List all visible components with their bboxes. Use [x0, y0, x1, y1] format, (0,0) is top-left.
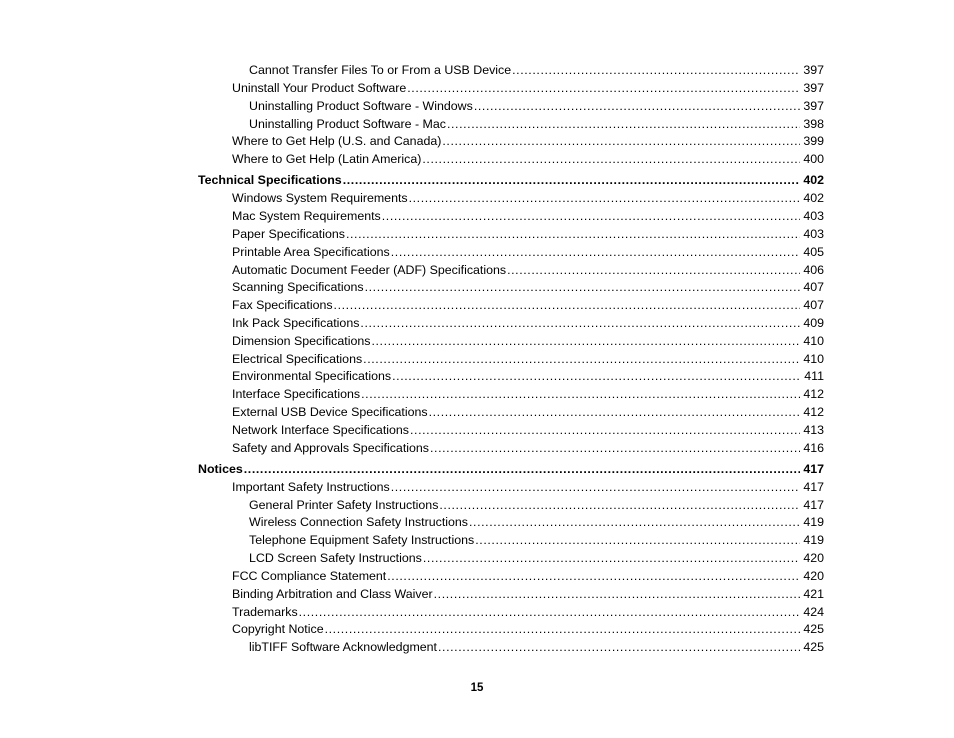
dot-leader: [382, 208, 801, 224]
dot-leader: [423, 550, 800, 566]
toc-entry-title: Mac System Requirements: [232, 209, 381, 223]
toc-entry-page: 407: [803, 298, 824, 312]
dot-leader: [407, 80, 800, 96]
toc-entry-title: Dimension Specifications: [232, 334, 371, 348]
toc-entry-title: Environmental Specifications: [232, 369, 392, 383]
dot-leader: [422, 151, 800, 167]
toc-entry[interactable]: [232, 297, 824, 313]
toc-entry[interactable]: [249, 497, 824, 513]
toc-entry-title: Uninstalling Product Software - Mac: [249, 117, 446, 131]
dot-leader: [469, 514, 800, 530]
dot-leader: [343, 172, 801, 188]
toc-entry-page: 397: [803, 63, 824, 77]
toc-entry-page: 402: [803, 173, 824, 187]
toc-entry-title: Cannot Transfer Files To or From a USB Device: [249, 63, 512, 77]
toc-entry-page: 411: [804, 369, 824, 383]
toc-entry-page: 397: [803, 81, 824, 95]
toc-entry[interactable]: [232, 404, 824, 420]
toc-entry-title: Where to Get Help (Latin America): [232, 152, 422, 166]
toc-entry[interactable]: [232, 208, 824, 224]
toc-entry-title: LCD Screen Safety Instructions: [249, 551, 422, 565]
toc-entry[interactable]: [232, 315, 824, 331]
dot-leader: [434, 586, 801, 602]
toc-entry-title: Important Safety Instructions: [232, 480, 390, 494]
toc-entry[interactable]: [232, 351, 824, 367]
toc-entry[interactable]: [249, 514, 824, 530]
toc-entry-title: External USB Device Specifications: [232, 405, 428, 419]
toc-entry-title: Copyright Notice: [232, 622, 324, 636]
toc-entry-title: Interface Specifications: [232, 387, 361, 401]
toc-entry[interactable]: [232, 226, 824, 242]
toc-entry[interactable]: [232, 568, 824, 584]
toc-entry-page: 406: [803, 263, 824, 277]
toc-entry[interactable]: [232, 386, 824, 402]
toc-entry-title: General Printer Safety Instructions: [249, 498, 439, 512]
dot-leader: [442, 133, 800, 149]
toc-entry[interactable]: [249, 98, 824, 114]
toc-entry-page: 397: [803, 99, 824, 113]
toc-entry-title: Trademarks: [232, 605, 298, 619]
toc-entry-page: 400: [803, 152, 824, 166]
toc-entry-page: 417: [803, 480, 824, 494]
toc-entry[interactable]: [232, 80, 824, 96]
dot-leader: [299, 604, 801, 620]
dot-leader: [438, 639, 800, 655]
toc-entry-title: FCC Compliance Statement: [232, 569, 387, 583]
toc-entry-title: Uninstalling Product Software - Windows: [249, 99, 473, 113]
dot-leader: [429, 404, 801, 420]
toc-entry-title: Network Interface Specifications: [232, 423, 409, 437]
toc-entry-page: 398: [803, 117, 824, 131]
toc-entry-page: 403: [803, 227, 824, 241]
toc-entry[interactable]: [232, 440, 824, 456]
toc-entry-title: Binding Arbitration and Class Waiver: [232, 587, 433, 601]
toc-entry-title: Automatic Document Feeder (ADF) Specifications: [232, 263, 507, 277]
toc-chapter-entry[interactable]: [198, 172, 824, 188]
dot-leader: [387, 568, 800, 584]
dot-leader: [391, 479, 801, 495]
toc-entry-page: 409: [803, 316, 824, 330]
toc-entry-page: 425: [803, 622, 824, 636]
toc-entry-title: Windows System Requirements: [232, 191, 408, 205]
toc-entry[interactable]: [232, 422, 824, 438]
toc-entry[interactable]: [232, 151, 824, 167]
toc-entry-page: 420: [803, 551, 824, 565]
toc-entry[interactable]: [249, 550, 824, 566]
dot-leader: [512, 62, 800, 78]
toc-entry-title: Telephone Equipment Safety Instructions: [249, 533, 475, 547]
toc-entry-page: 417: [803, 462, 824, 476]
toc-entry-page: 420: [803, 569, 824, 583]
dot-leader: [409, 190, 801, 206]
toc-entry-page: 421: [803, 587, 824, 601]
toc-entry-title: Uninstall Your Product Software: [232, 81, 407, 95]
toc-entry-page: 416: [803, 441, 824, 455]
toc-entry-title: Printable Area Specifications: [232, 245, 390, 259]
dot-leader: [363, 351, 800, 367]
toc-entry-page: 424: [803, 605, 824, 619]
page-number: 15: [470, 682, 484, 694]
toc-entry-page: 405: [803, 245, 824, 259]
toc-entry[interactable]: [232, 621, 824, 637]
toc-entry[interactable]: [232, 479, 824, 495]
toc-entry-title: Scanning Specifications: [232, 280, 364, 294]
dot-leader: [430, 440, 800, 456]
dot-leader: [371, 333, 800, 349]
toc-entry-title: Electrical Specifications: [232, 352, 363, 366]
toc-entry[interactable]: [232, 133, 824, 149]
dot-leader: [474, 98, 801, 114]
toc-chapter-entry[interactable]: [198, 461, 824, 477]
dot-leader: [507, 262, 800, 278]
toc-entry-page: 425: [803, 640, 824, 654]
toc-entry-page: 399: [803, 134, 824, 148]
dot-leader: [365, 279, 801, 295]
dot-leader: [361, 386, 800, 402]
toc-entry-page: 417: [803, 498, 824, 512]
toc-entry[interactable]: [232, 333, 824, 349]
dot-leader: [475, 532, 800, 548]
toc-entry-title: Ink Pack Specifications: [232, 316, 360, 330]
toc-entry-title: Notices: [198, 462, 243, 476]
dot-leader: [410, 422, 800, 438]
toc-entry-page: 412: [803, 405, 824, 419]
dot-leader: [391, 244, 801, 260]
toc-entry[interactable]: [232, 368, 824, 384]
toc-entry[interactable]: [232, 586, 824, 602]
toc-entry-page: 419: [803, 533, 824, 547]
toc-entry-title: Wireless Connection Safety Instructions: [249, 515, 468, 529]
toc-entry-page: 419: [803, 515, 824, 529]
dot-leader: [334, 297, 801, 313]
toc-entry-page: 407: [803, 280, 824, 294]
toc-entry-page: 403: [803, 209, 824, 223]
toc-entry[interactable]: [232, 244, 824, 260]
toc-entry[interactable]: [249, 116, 824, 132]
dot-leader: [439, 497, 800, 513]
dot-leader: [392, 368, 801, 384]
toc-entry-page: 413: [803, 423, 824, 437]
toc-entry-page: 410: [803, 334, 824, 348]
toc-entry-title: Safety and Approvals Specifications: [232, 441, 429, 455]
toc-entry-page: 412: [803, 387, 824, 401]
dot-leader: [360, 315, 800, 331]
dot-leader: [346, 226, 800, 242]
dot-leader: [447, 116, 800, 132]
dot-leader: [325, 621, 801, 637]
dot-leader: [244, 461, 801, 477]
toc-entry[interactable]: [232, 604, 824, 620]
toc-entry[interactable]: [232, 262, 824, 278]
toc-entry-title: Where to Get Help (U.S. and Canada): [232, 134, 442, 148]
toc-entry[interactable]: [249, 639, 824, 655]
toc-entry-title: libTIFF Software Acknowledgment: [249, 640, 438, 654]
toc-entry[interactable]: [232, 279, 824, 295]
toc-entry-page: 410: [803, 352, 824, 366]
toc-entry-title: Technical Specifications: [198, 173, 342, 187]
toc-entry-page: 402: [803, 191, 824, 205]
toc-entry[interactable]: [249, 62, 824, 78]
toc-entry-title: Fax Specifications: [232, 298, 333, 312]
toc-entry[interactable]: [249, 532, 824, 548]
toc-entry[interactable]: [232, 190, 824, 206]
toc-entry-title: Paper Specifications: [232, 227, 345, 241]
